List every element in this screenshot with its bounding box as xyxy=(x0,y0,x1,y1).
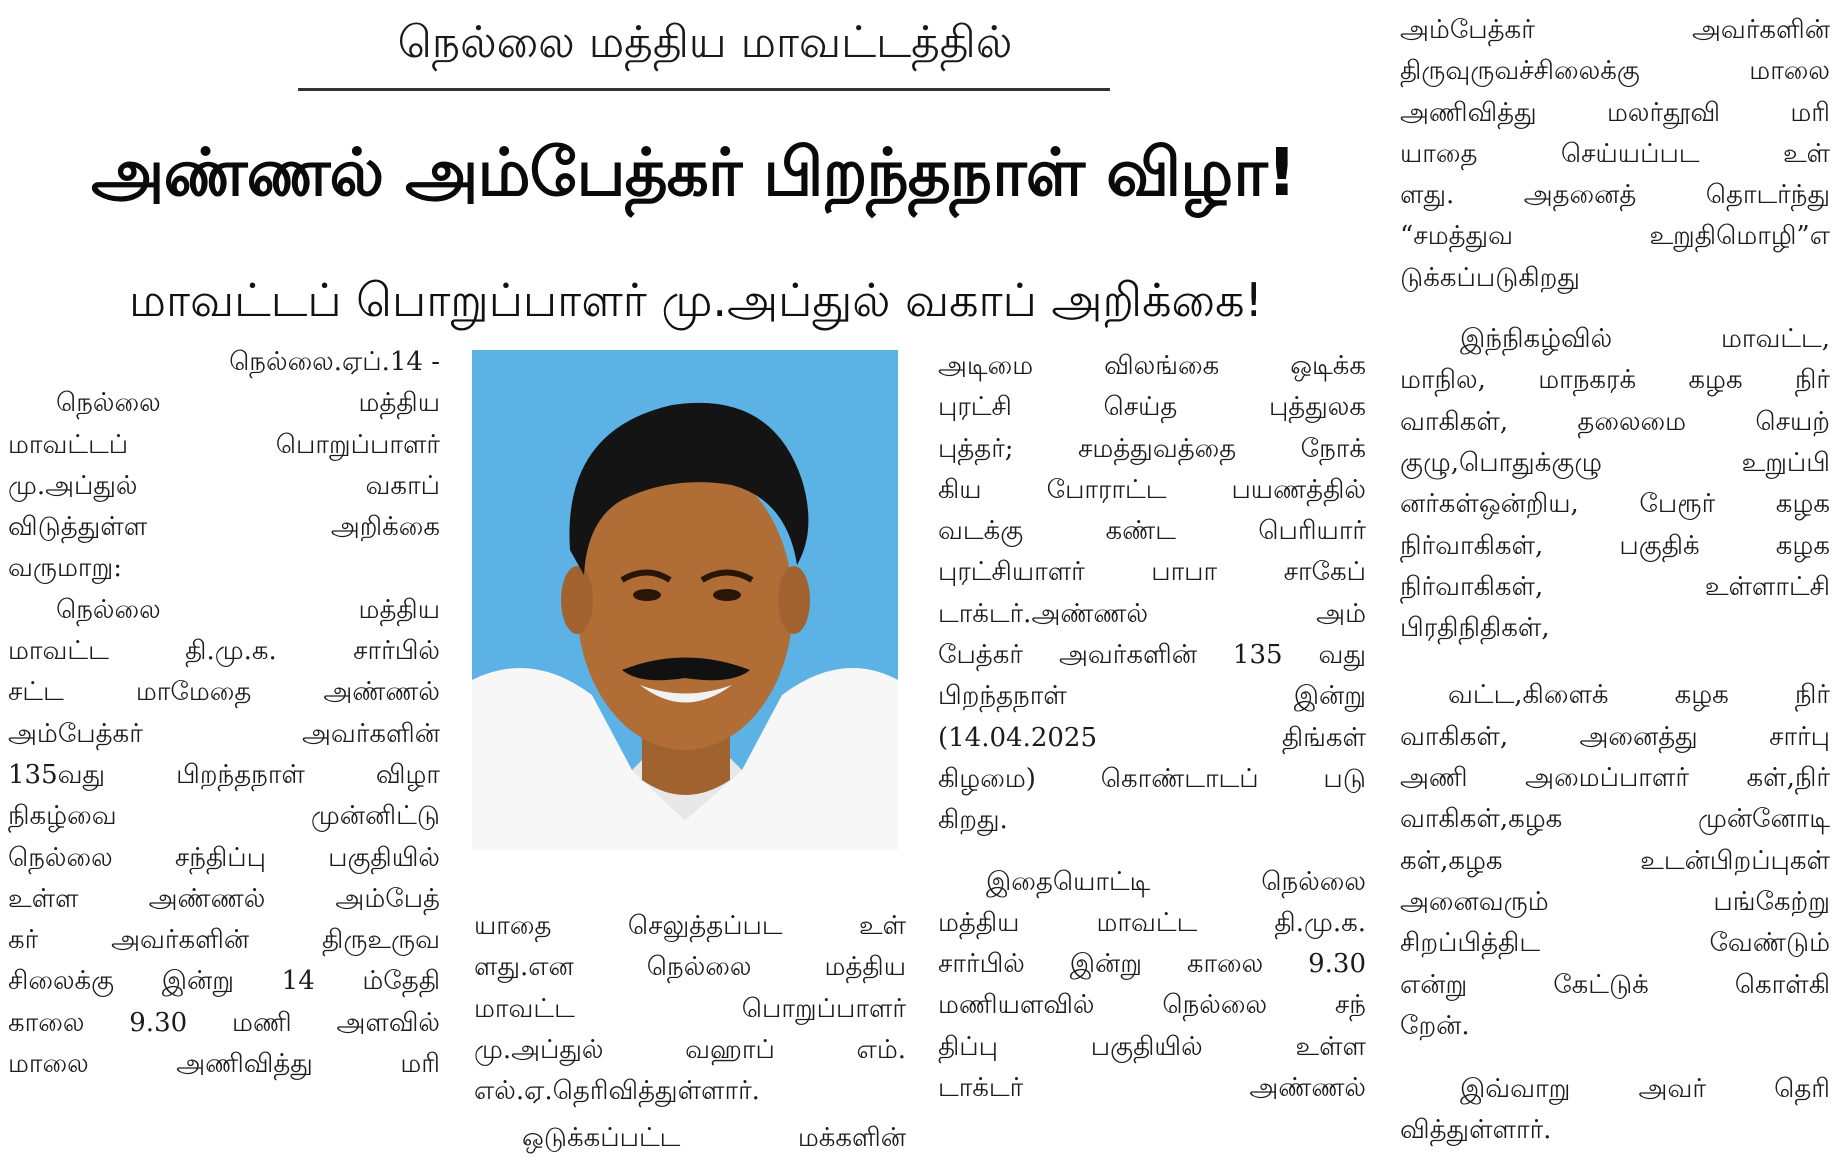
paragraph-line: வாகிகள், தலைமை செயற் xyxy=(1400,406,1830,437)
paragraph-line: ஒடுக்கப்பட்ட மக்களின் xyxy=(522,1123,906,1154)
paragraph-line: அம்பேத்கர் அவர்களின் xyxy=(8,718,440,749)
paragraph-line: மு.அப்துல் வஹாப் எம். xyxy=(474,1034,906,1065)
paragraph-line: வாகிகள், அனைத்து சார்பு xyxy=(1400,721,1830,752)
paragraph-line: யாதை செலுத்தப்பட உள் xyxy=(474,911,906,941)
paragraph-line: எல்.ஏ.தெரிவித்துள்ளார். xyxy=(474,1076,760,1107)
paragraph-line: திருவுருவச்சிலைக்கு மாலை xyxy=(1400,56,1830,87)
paragraph-line: அணிவித்து மலர்தூவி மரி xyxy=(1400,97,1830,128)
paragraph-line: புரட்சியாளர் பாபா சாகேப் xyxy=(938,557,1366,588)
paragraph-line: என்று கேட்டுக் கொள்கி xyxy=(1400,969,1830,1000)
paragraph-line: பிறந்தநாள் இன்று xyxy=(938,681,1366,712)
article-column-4 xyxy=(1400,10,1830,1152)
portrait-photo xyxy=(472,350,898,850)
paragraph-line: அம்பேத்கர் அவர்களின் xyxy=(1400,15,1830,45)
paragraph-line: சிறப்பித்திட வேண்டும் xyxy=(1400,928,1830,959)
headline: அண்ணல் அம்பேத்கர் பிறந்தநாள் விழா! xyxy=(91,134,1296,211)
paragraph-line: வாகிகள்,கழக முன்னோடி xyxy=(1400,804,1830,835)
paragraph-line: னர்கள்ஒன்றிய, பேரூர் கழக xyxy=(1400,489,1830,520)
paragraph-line: 135வது பிறந்தநாள் விழா xyxy=(8,759,440,790)
paragraph-line: வருமாறு: xyxy=(8,553,122,584)
paragraph-line: இவ்வாறு அவர் தெரி xyxy=(1460,1074,1830,1105)
paragraph-line: யாதை செய்யப்பட உள் xyxy=(1400,138,1830,169)
paragraph-line: மணியளவில் நெல்லை சந் xyxy=(938,990,1366,1021)
paragraph-line: டாக்டர் அண்ணல் xyxy=(938,1073,1366,1104)
paragraph-line: அனைவரும் பங்கேற்று xyxy=(1400,886,1830,917)
paragraph-line: மு.அப்துல் வகாப் xyxy=(8,470,440,501)
paragraph-line: காலை 9.30 மணி அளவில் xyxy=(8,1007,440,1038)
paragraph-line: கிறது. xyxy=(938,805,1008,836)
paragraph-line: குழு,பொதுக்குழு உறுப்பி xyxy=(1400,447,1830,478)
paragraph-line: ளது. அதனைத் தொடர்ந்து xyxy=(1400,180,1830,211)
paragraph-line: அடிமை விலங்கை ஒடிக்க xyxy=(938,351,1366,381)
paragraph-line: மாலை அணிவித்து மரி xyxy=(8,1049,440,1080)
article-column-1 xyxy=(8,342,440,1085)
paragraph-line: அணி அமைப்பாளர் கள்,நிர் xyxy=(1400,763,1830,794)
kicker-heading: நெல்லை மத்திய மாவட்டத்தில் xyxy=(397,17,1013,68)
paragraph-line: புரட்சி செய்த புத்துலக xyxy=(938,392,1366,423)
paragraph-line: கர் அவர்களின் திருஉருவ xyxy=(8,925,440,956)
paragraph-line: நிர்வாகிகள், உள்ளாட்சி xyxy=(1400,571,1830,602)
paragraph-line: மாவட்ட பொறுப்பாளர் xyxy=(474,993,906,1024)
paragraph-line: திப்பு பகுதியில் உள்ள xyxy=(938,1031,1366,1062)
paragraph-line: “சமத்துவ உறுதிமொழி”எ xyxy=(1400,221,1830,252)
paragraph-line: வடக்கு கண்ட பெரியார் xyxy=(938,516,1366,547)
paragraph-line: நிகழ்வை முன்னிட்டு xyxy=(8,801,440,832)
paragraph-line: கிய போராட்ட பயணத்தில் xyxy=(938,474,1366,505)
paragraph-line: நெல்லை சந்திப்பு பகுதியில் xyxy=(8,842,440,873)
paragraph-line: வட்ட,கிளைக் கழக நிர் xyxy=(1448,680,1830,711)
paragraph-line: விடுத்துள்ள அறிக்கை xyxy=(8,512,440,543)
kicker-underline xyxy=(298,88,1110,91)
paragraph-line: இதையொட்டி நெல்லை xyxy=(986,866,1366,897)
paragraph-line: டுக்கப்படுகிறது xyxy=(1400,262,1580,293)
paragraph-line: உள்ள அண்ணல் அம்பேத் xyxy=(8,883,440,914)
paragraph-line: நிர்வாகிகள், பகுதிக் கழக xyxy=(1400,530,1830,561)
paragraph-line: ளது.என நெல்லை மத்திய xyxy=(474,952,906,983)
paragraph-line: சிலைக்கு இன்று 14 ம்தேதி xyxy=(8,966,440,997)
paragraph-line: சார்பில் இன்று காலை 9.30 xyxy=(938,949,1366,980)
paragraph-line: சட்ட மாமேதை அண்ணல் xyxy=(8,677,440,708)
paragraph-line: (14.04.2025 திங்கள் xyxy=(938,722,1366,753)
paragraph-line: கிழமை) கொண்டாடப் படு xyxy=(938,763,1366,794)
paragraph-line: வித்துள்ளார். xyxy=(1400,1115,1552,1146)
portrait-illustration xyxy=(472,350,898,850)
subheadline: மாவட்டப் பொறுப்பாளர் மு.அப்துல் வகாப் அறிக்கை! xyxy=(129,273,1263,327)
paragraph-line: பிரதிநிதிகள், xyxy=(1400,613,1550,644)
paragraph-line: நெல்லை மத்திய xyxy=(56,388,440,419)
paragraph-line: றேன். xyxy=(1400,1010,1470,1041)
paragraph-line: கள்,கழக உடன்பிறப்புகள் xyxy=(1400,845,1830,876)
paragraph-line: மாவட்டப் பொறுப்பாளர் xyxy=(8,429,440,460)
paragraph-line: பேத்கர் அவர்களின் 135 வது xyxy=(938,640,1366,671)
paragraph-line: இந்நிகழ்வில் மாவட்ட, xyxy=(1460,324,1830,355)
article-column-3 xyxy=(938,346,1366,1109)
paragraph-line: மாவட்ட தி.மு.க. சார்பில் xyxy=(8,636,440,667)
dateline: நெல்லை.ஏப்.14 - xyxy=(229,347,440,377)
paragraph-line: டாக்டர்.அண்ணல் அம் xyxy=(938,598,1366,629)
paragraph-line: மத்திய மாவட்ட தி.மு.க. xyxy=(938,907,1366,938)
paragraph-line: நெல்லை மத்திய xyxy=(56,594,440,625)
paragraph-line: புத்தர்; சமத்துவத்தை நோக் xyxy=(938,433,1366,464)
paragraph-line: மாநில, மாநகரக் கழக நிர் xyxy=(1400,365,1830,396)
article-column-2 xyxy=(474,906,906,1160)
